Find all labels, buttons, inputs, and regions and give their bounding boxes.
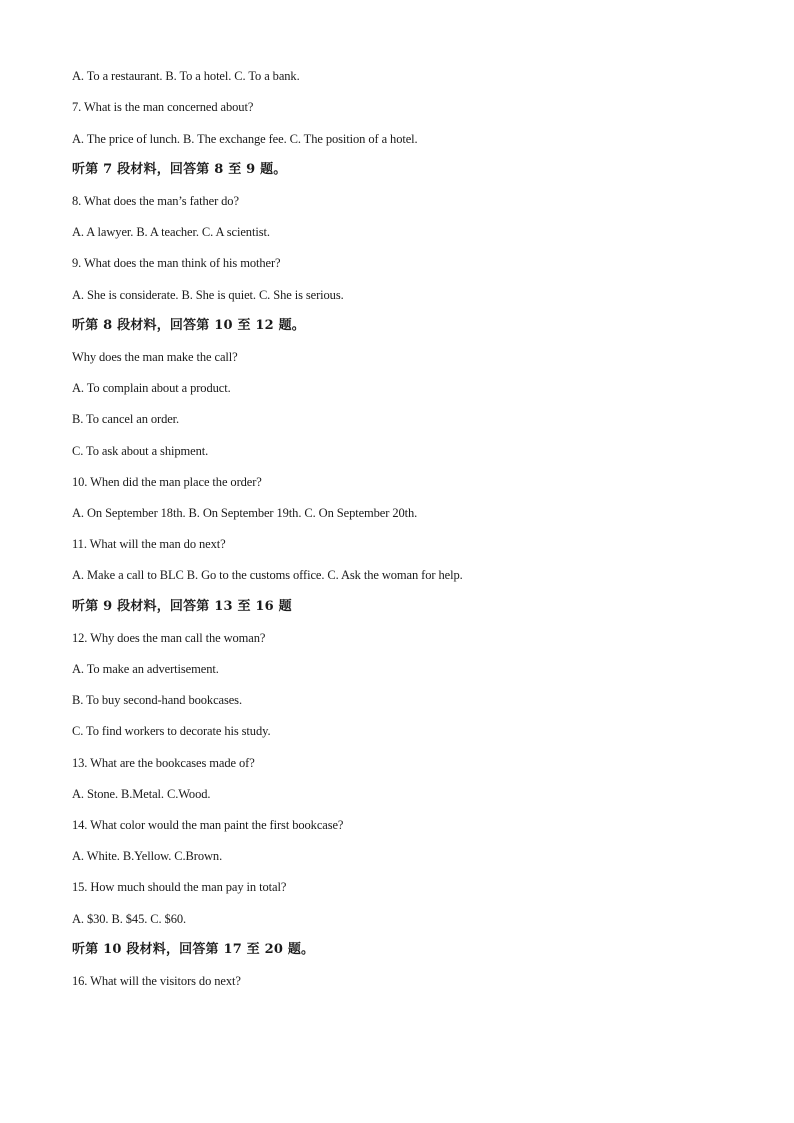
question-9: 9. What does the man think of his mother? <box>72 256 281 270</box>
answer-option: A. To complain about a product. <box>72 381 231 395</box>
question-13: 13. What are the bookcases made of? <box>72 756 255 770</box>
question-16: 16. What will the visitors do next? <box>72 974 241 988</box>
answer-options: A. Stone. B.Metal. C.Wood. <box>72 787 211 801</box>
section-heading: 听第 10 段材料，回答第 17 至 20 题。 <box>72 942 315 957</box>
answer-option: B. To buy second-hand bookcases. <box>72 693 242 707</box>
answer-options: A. She is considerate. B. She is quiet. C. She is serious. <box>72 288 344 302</box>
section-heading: 听第 7 段材料，回答第 8 至 9 题。 <box>72 162 287 177</box>
question-11: 11. What will the man do next? <box>72 537 226 551</box>
question-7: 7. What is the man concerned about? <box>72 100 254 114</box>
section-heading: 听第 9 段材料，回答第 13 至 16 题 <box>72 599 292 614</box>
answer-options: A. A lawyer. B. A teacher. C. A scientist. <box>72 225 270 239</box>
answer-option: A. To make an advertisement. <box>72 662 219 676</box>
question-10: 10. When did the man place the order? <box>72 475 262 489</box>
answer-option: C. To find workers to decorate his study. <box>72 724 271 738</box>
question-8: 8. What does the man’s father do? <box>72 194 239 208</box>
answer-option: C. To ask about a shipment. <box>72 444 209 458</box>
answer-options: A. On September 18th. B. On September 19th. C. On September 20th. <box>72 506 418 520</box>
answer-option: B. To cancel an order. <box>72 412 180 426</box>
question-15: 15. How much should the man pay in total? <box>72 880 287 894</box>
question-14: 14. What color would the man paint the first bookcase? <box>72 818 344 832</box>
answer-options: A. $30. B. $45. C. $60. <box>72 912 187 926</box>
section-heading: 听第 8 段材料，回答第 10 至 12 题。 <box>72 318 305 333</box>
question-12: 12. Why does the man call the woman? <box>72 631 266 645</box>
answer-options: A. The price of lunch. B. The exchange fee. C. The position of a hotel. <box>72 132 418 146</box>
answer-options: A. To a restaurant. B. To a hotel. C. To a bank. <box>72 69 300 83</box>
answer-options: A. White. B.Yellow. C.Brown. <box>72 849 223 863</box>
answer-options: A. Make a call to BLC B. Go to the customs office. C. Ask the woman for help. <box>72 568 463 582</box>
question-call: Why does the man make the call? <box>72 350 238 364</box>
